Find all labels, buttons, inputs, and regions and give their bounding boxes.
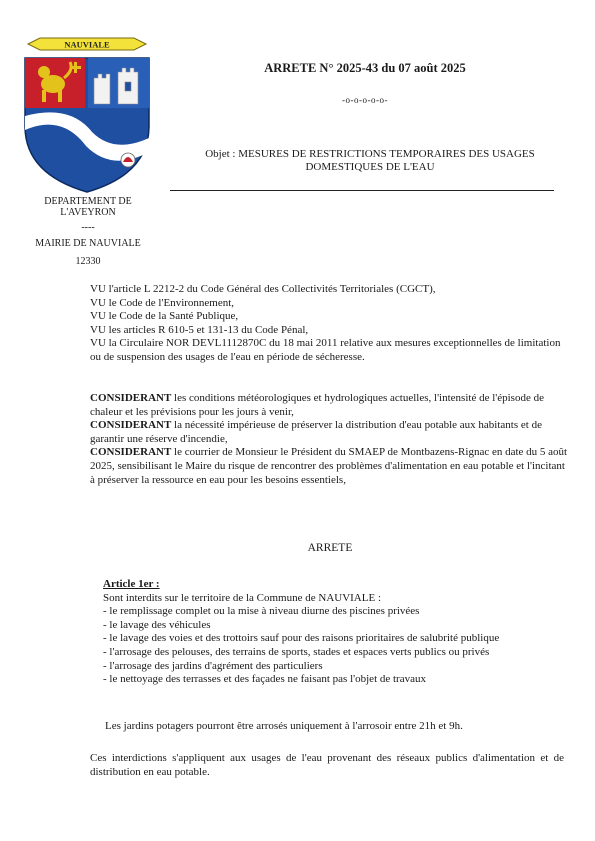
vu-item: VU le Code de la Santé Publique, [90,310,239,323]
considerant-section [90,392,570,487]
vu-item: VU l'article L 2212-2 du Code Général des Collectivités Territoriales (CGCT), [90,283,436,295]
bell-emblem-icon [121,153,135,167]
postal-code: 12330 [75,256,101,267]
objet-line1: Objet : MESURES DE RESTRICTIONS TEMPORAIRES DES USAGES [205,148,535,160]
vu-item: VU la Circulaire NOR DEVL1112870C du 18 mai 2011 relative aux mesures exceptionnelles de limitation ou de suspension des usages de l'eau en période de sécheresse. [90,337,561,363]
coat-of-arms-nauviale [22,34,152,194]
article-1 [103,578,573,687]
considerant-item: CONSIDERANT le courrier de Monsieur le Président du SMAEP de Montbazens-Rignac en date du 5 août 2025, sensibilisant le Maire du risque de rencontrer des problèmes d'alimentation en eau potable et l'incitant à préserver la ressource en eau pour les besoins essentiels, [90,446,568,486]
jardins-potagers-note: Les jardins potagers pourront être arrosés uniquement à l'arrosoir entre 21h et 9h. [105,720,463,732]
prohibition-item: - le nettoyage des terrasses et des façades ne faisant pas l'objet de travaux [103,673,426,686]
dashes: ---- [81,222,95,233]
objet-line2: DOMESTIQUES DE L'EAU [305,161,435,173]
prohibition-item: - le lavage des voies et des trottoirs sauf pour des raisons prioritaires de salubrité publique [103,632,500,645]
horizontal-rule [170,190,554,191]
prohibition-item: - le remplissage complet ou la mise à niveau diurne des piscines privées [103,605,420,618]
final-paragraph: Ces interdictions s'appliquent aux usages de l'eau provenant des réseaux publics d'alimentation et de distribution en eau potable. [90,752,564,778]
vu-item: VU le Code de l'Environnement, [90,296,235,309]
mairie-name: MAIRIE DE NAUVIALE [35,238,141,249]
crest-banner-text: NAUVIALE [64,39,110,50]
considerant-item: CONSIDERANT la nécessité impérieuse de préserver la distribution d'eau potable aux habitants et de garantir une réserve d'incendie, [90,419,542,445]
vu-item: VU les articles R 610-5 et 131-13 du Code Pénal, [90,323,309,336]
prohibition-item: - l'arrosage des pelouses, des terrains de sports, stades et espaces verts publics ou privés [103,645,490,658]
objet-block [180,148,560,174]
article-1-title: Article 1er : [103,578,160,590]
vu-section [90,283,570,365]
document-title: ARRETE N° 2025-43 du 07 août 2025 [264,61,466,75]
prohibition-item: - l'arrosage des jardins d'agrément des particuliers [103,659,323,672]
prohibition-item: - le lavage des véhicules [103,618,211,631]
department-line1: DEPARTEMENT DE [44,196,132,207]
article-1-intro: Sont interdits sur le territoire de la Commune de NAUVIALE : [103,591,381,604]
department-line2: L'AVEYRON [60,207,116,218]
arrete-heading: ARRETE [307,542,353,554]
title-separator: -o-o-o-o-o- [342,95,388,105]
considerant-item: CONSIDERANT les conditions météorologiques et hydrologiques actuelles, l'intensité de l'épisode de chaleur et les prévisions pour les jours à venir, [90,392,544,418]
